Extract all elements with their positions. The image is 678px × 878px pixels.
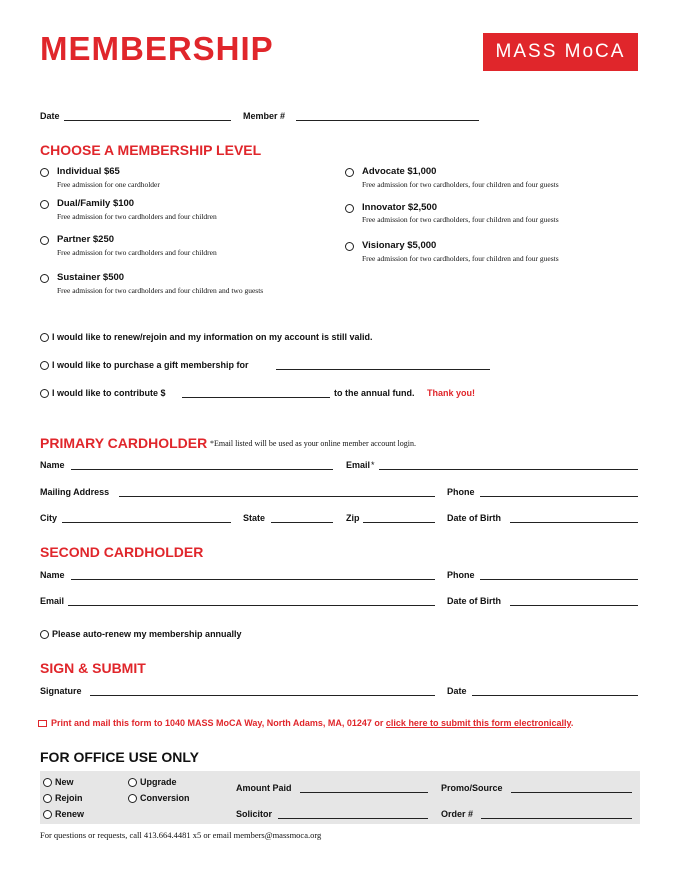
envelope-icon <box>38 720 47 727</box>
footer-contact: For questions or requests, call 413.664.4481 x5 or email members@massmoca.org <box>40 830 322 840</box>
second-phone-label: Phone <box>447 570 475 580</box>
radio-partner[interactable] <box>40 236 49 245</box>
sign-submit-heading: SIGN & SUBMIT <box>40 660 146 676</box>
zip-field[interactable] <box>363 522 435 523</box>
primary-dob-label: Date of Birth <box>447 513 501 523</box>
signature-label: Signature <box>40 686 82 696</box>
second-email-label: Email <box>40 596 65 606</box>
signature-field[interactable] <box>90 695 435 696</box>
office-new-label: New <box>55 777 74 787</box>
option-advocate-desc: Free admission for two cardholders, four children and four guests <box>362 180 559 189</box>
solicitor-label: Solicitor <box>236 809 273 819</box>
date-label: Date <box>40 111 60 121</box>
radio-sustainer[interactable] <box>40 274 49 283</box>
option-individual-desc: Free admission for one cardholder <box>57 180 160 189</box>
option-partner-desc: Free admission for two cardholders and four children <box>57 248 217 257</box>
auto-renew-label: Please auto-renew my membership annually <box>52 629 242 639</box>
option-advocate-title: Advocate $1,000 <box>362 166 437 177</box>
office-renew-label: Renew <box>55 809 85 819</box>
gift-recipient-field[interactable] <box>276 369 490 370</box>
member-number-field[interactable] <box>296 120 479 121</box>
annual-fund-label: to the annual fund. <box>334 388 415 398</box>
second-phone-field[interactable] <box>480 579 638 580</box>
radio-visionary[interactable] <box>345 242 354 251</box>
mailing-address-field[interactable] <box>119 496 435 497</box>
date-field[interactable] <box>64 120 231 121</box>
member-number-label: Member # <box>243 111 286 121</box>
option-individual-title: Individual $65 <box>57 166 120 177</box>
second-cardholder-heading: SECOND CARDHOLDER <box>40 544 204 560</box>
radio-office-upgrade[interactable] <box>128 778 137 787</box>
option-sustainer-desc: Free admission for two cardholders and four children and two guests <box>57 286 264 295</box>
office-rejoin-label: Rejoin <box>55 793 83 803</box>
promo-source-label: Promo/Source <box>441 783 503 793</box>
membership-level-heading: CHOOSE A MEMBERSHIP LEVEL <box>40 142 262 158</box>
second-name-field[interactable] <box>71 579 435 580</box>
amount-paid-label: Amount Paid <box>236 783 292 793</box>
radio-innovator[interactable] <box>345 204 354 213</box>
primary-dob-field[interactable] <box>510 522 638 523</box>
radio-auto-renew[interactable] <box>40 630 49 639</box>
option-innovator-desc: Free admission for two cardholders, four children and four guests <box>362 215 559 224</box>
primary-name-label: Name <box>40 460 65 470</box>
primary-phone-label: Phone <box>447 487 475 497</box>
radio-contribute[interactable] <box>40 389 49 398</box>
city-field[interactable] <box>62 522 231 523</box>
renew-option-label: I would like to renew/rejoin and my information on my account is still valid. <box>52 332 373 342</box>
office-conversion-label: Conversion <box>140 793 190 803</box>
option-visionary-desc: Free admission for two cardholders, four children and four guests <box>362 254 559 263</box>
radio-office-rejoin[interactable] <box>43 794 52 803</box>
primary-email-label: Email* <box>346 460 375 470</box>
primary-email-note: *Email listed will be used as your online member account login. <box>210 439 416 448</box>
state-field[interactable] <box>271 522 333 523</box>
option-visionary-title: Visionary $5,000 <box>362 240 437 251</box>
radio-office-conversion[interactable] <box>128 794 137 803</box>
radio-gift[interactable] <box>40 361 49 370</box>
radio-dual-family[interactable] <box>40 200 49 209</box>
office-upgrade-label: Upgrade <box>140 777 177 787</box>
primary-email-field[interactable] <box>379 469 638 470</box>
thank-you-text: Thank you! <box>427 388 476 398</box>
radio-individual[interactable] <box>40 168 49 177</box>
submit-online-link[interactable]: click here to submit this form electronically <box>385 718 571 728</box>
primary-cardholder-heading: PRIMARY CARDHOLDER <box>40 435 208 451</box>
mailing-address-label: Mailing Address <box>40 487 110 497</box>
second-name-label: Name <box>40 570 65 580</box>
page-title: MEMBERSHIP <box>40 30 274 67</box>
contribute-label: I would like to contribute $ <box>52 388 166 398</box>
amount-paid-field[interactable] <box>300 792 428 793</box>
second-dob-label: Date of Birth <box>447 596 501 606</box>
radio-renew[interactable] <box>40 333 49 342</box>
option-partner-title: Partner $250 <box>57 234 115 245</box>
promo-source-field[interactable] <box>511 792 632 793</box>
radio-advocate[interactable] <box>345 168 354 177</box>
order-number-label: Order # <box>441 809 474 819</box>
option-sustainer-title: Sustainer $500 <box>57 272 125 283</box>
option-dual-family-desc: Free admission for two cardholders and four children <box>57 212 217 221</box>
sign-date-label: Date <box>447 686 467 696</box>
mail-instructions: Print and mail this form to 1040 MASS MoCA Way, North Adams, MA, 01247 or click here to submit this form electronically. <box>51 718 574 728</box>
office-use-heading: FOR OFFICE USE ONLY <box>40 749 199 765</box>
order-number-field[interactable] <box>481 818 632 819</box>
primary-phone-field[interactable] <box>480 496 638 497</box>
primary-name-field[interactable] <box>71 469 333 470</box>
zip-label: Zip <box>346 513 360 523</box>
contribute-amount-field[interactable] <box>182 397 330 398</box>
second-dob-field[interactable] <box>510 605 638 606</box>
second-email-field[interactable] <box>68 605 435 606</box>
state-label: State <box>243 513 266 523</box>
radio-office-new[interactable] <box>43 778 52 787</box>
option-dual-family-title: Dual/Family $100 <box>57 198 135 209</box>
solicitor-field[interactable] <box>278 818 428 819</box>
sign-date-field[interactable] <box>472 695 638 696</box>
gift-option-label: I would like to purchase a gift membership for <box>52 360 249 370</box>
mass-moca-logo: MASS MoCA <box>483 33 638 71</box>
option-innovator-title: Innovator $2,500 <box>362 202 437 213</box>
radio-office-renew[interactable] <box>43 810 52 819</box>
city-label: City <box>40 513 58 523</box>
